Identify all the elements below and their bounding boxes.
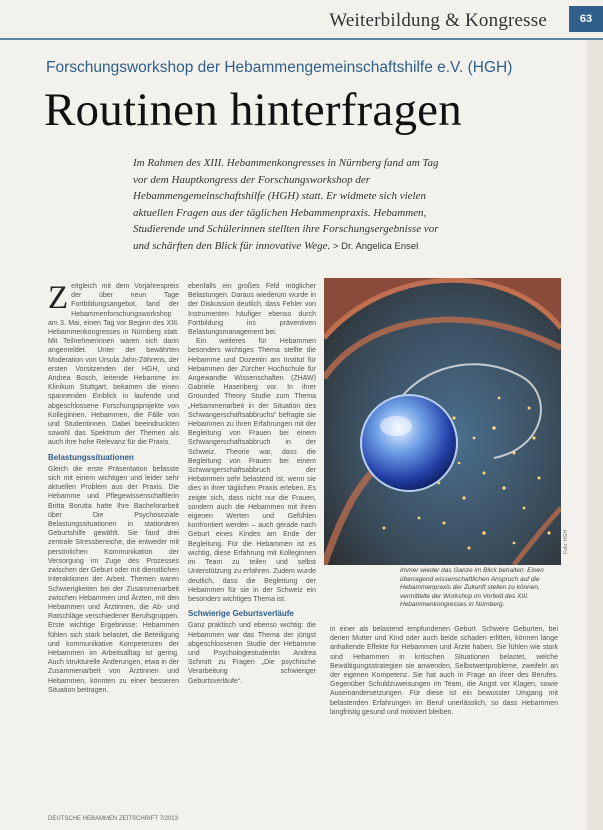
body-paragraph: ebenfalls ein großes Feld möglicher Belastungen. Daraus wiederum wurde in der Diskussion deutlich, dass Fehler von Instrumenten häufiger ebenso durch Fortbildung ins präventiven Belastungsmanagement bei.: [188, 283, 316, 337]
body-paragraph: in einer als belastend empfundenen Geburt. Schwere Geburten, bei denen Mutter und Kind oder auch beide schaden erlitten, können lange anhaltende Effekte für Hebammen und Ärzte haben. Sie fühlen wie stark sind Hebammen in kritischen Situationen belastet, welche Bewältigungsstrategien sie anwenden, Selbstwertprobleme, zweifeln an der eigenen Kompetenz. Sie hat auch in Frage an ihrer des Berufes. Gegenüber Schuldzuweisungen im Team, die Angst vor Klagen, sowie Auseinandersetzungen. Für diese ist ein bewusster Umgang mit belastenden Erfahrungen im Beruf unerlässlich, so dass Hebammen langfristig gesund und motiviert bleiben.: [330, 626, 558, 716]
subhead-belastung: Belastungssituationen: [48, 452, 134, 462]
intro-paragraph: eitgleich mit dem Vorjahrespreis der über neun Tage Fortbildungsangebot, fand der Hebammenforschungsworkshop am 3. Mai, einen Tag vor Beginn des XIII. Hebammenkongresses in Nürnberg statt. Mit Teilnehmerinnen waren sich darin angemeldet. Unter der bewährten Moderation von Ursula Jahn-Zöhrens, der ersten Vorsitzenden der HGH, und Andrea Bosch, leitende Hebamme im Klinikum Stuttgart, bekamen die einen spannenden Einblick in laufende und abgeschlossene Forschungsprojekte von Kolleginnen. Hebammen, die Fälle von und Studentinnen. Dabei beeindruckten sowohl das Spektrum der Themen als auch ihre hohe Relevanz für die Praxis.: [48, 283, 179, 447]
article-photo: [324, 278, 561, 565]
drop-cap: Z: [48, 282, 69, 316]
body-paragraph: Ein weiteres für Hebammen besonders wichtiges Thema stellte die Hebamme und Dozentin am Institut für Hebammen der Zürcher Hochschule für Angewandte Wissenschaften (ZHAW) Gabriele Hasenberg vor. In ihrer Grounded Theory Studie zum Thema „Hebammenarbeit in der Situation des Schwangerschaftsabbruchs“ befragte sie Hebammen zu ihren Erfahrungen mit der Begleitung von Frauen bei einem Schwangerschaftsabbruch in der Schweiz. Theorie war, dass die Begleitung von Frauen bei einem Schwangerschaftsabbruch der Hebammen sehr belastend ist, wenn sie dies in ihrer täglichen Praxis erleben. Es zeigte sich, dass nicht nur die Frauen, sondern auch die Hebammen mit ihren eigenen Werten und Gefühlen konfrontiert werden – auch gerade nach Geburt eines Kindes am Ende der Begleitung. Für die Hebammen ist es wichtig, diese Erfahrung mit Kolleginnen im Team zu teilen und selbst Unterstützung zu erfahren. Zudem wurde deutlich, dass die Begleitung der Hebammen für sie in der Schweiz ein besonders wichtiges Thema ist.: [188, 338, 316, 603]
body-column-3: [330, 625, 558, 810]
section-title: Weiterbildung & Kongresse: [329, 10, 547, 31]
article-headline: Routinen hinterfragen: [44, 84, 462, 136]
body-column-1: [48, 282, 179, 810]
ceiling-sculpture-image: [324, 278, 561, 565]
body-paragraph: Gleich die erste Präsentation befasste sich mit einem wichtigen und leider sehr aktuellen Problem aus der Praxis. Die Hebamme und Pflegewissenschaftlerin Britta Borutta hatte Ihre Bachelorarbeit über Die Psychosoziale Belastungssituationen in stationären Geburtshilfe gewählt. Sie fand drei zentrale Stressbereiche, die entweder mit persönlichen Kommunikation der Versorgung im Zuge des Prozesses zwischen der Geburt oder mit dienstlichen Interaktionen der Arbeit. Themen waren Schwierigkeiten bei der Zusammenarbeit zwischen Hebammen und Ärzten, mit den Hebammen und Ärztinnen, die Ab- und Ratschläge verschiedener Berufsgruppen. Erste wichtige Ergebnisse: Hebammen fühlen sich stark belastet, die Beteiligung und kommunikative Kompetenzen der Hebammen im Arbeitsalltag ist gering. Auch strukturelle Änderungen, etwa in der Zusammenarbeit von Ärztinnen und Hebammen, könnten zu einer besseren Situation beitragen.: [48, 465, 179, 694]
author-byline: > Dr. Angelica Ensel: [333, 240, 419, 252]
page-number: 63: [569, 6, 603, 32]
header-rule: [0, 38, 603, 40]
page-edge-shadow: [587, 40, 603, 830]
page-footer: DEUTSCHE HEBAMMEN ZEITSCHRIFT 7/2013: [48, 816, 178, 822]
article-kicker: Forschungsworkshop der Hebammengemeinschaftshilfe e.V. (HGH): [46, 59, 513, 76]
article-lead: [133, 155, 451, 255]
subhead-geburtsverlaeufe: Schwierige Geburtsverläufe: [188, 609, 294, 619]
body-paragraph: Ganz praktisch und ebenso wichtig: die Hebammen war das Thema der jüngst abgeschlossenen Studie der Hebamme und Psychologiestudentin Andrea Schmitt zu Fragen „Die psychische Verarbeitung schwieriger Geburtsverläufe“.: [188, 622, 316, 685]
photo-caption: Immer wieder das Ganze im Blick behalten: Einen überragend wissenschaftlichen Anspruch auf die Hebammenpraxis der Zukunft stellen zu können, vermittelte der Workshop im Vorfeld des XIII. Hebammenkongresses in Nürnberg.: [400, 567, 544, 608]
lead-text: Im Rahmen des XIII. Hebammenkongresses in Nürnberg fand am Tag vor dem Hauptkongress der Forschungsworkshop der Hebammengemeinschaftshilfe (HGH) statt. Er widmete sich vielen aktuellen Fragen aus der täglichen Hebammenpraxis. Hebammen, Studierende und Schülerinnen stellten ihre Forschungsergebnisse vor und schärften den Blick für innovative Wege.: [133, 157, 439, 252]
photo-credit: Foto: HGH: [563, 530, 569, 554]
body-column-2: [188, 282, 316, 810]
